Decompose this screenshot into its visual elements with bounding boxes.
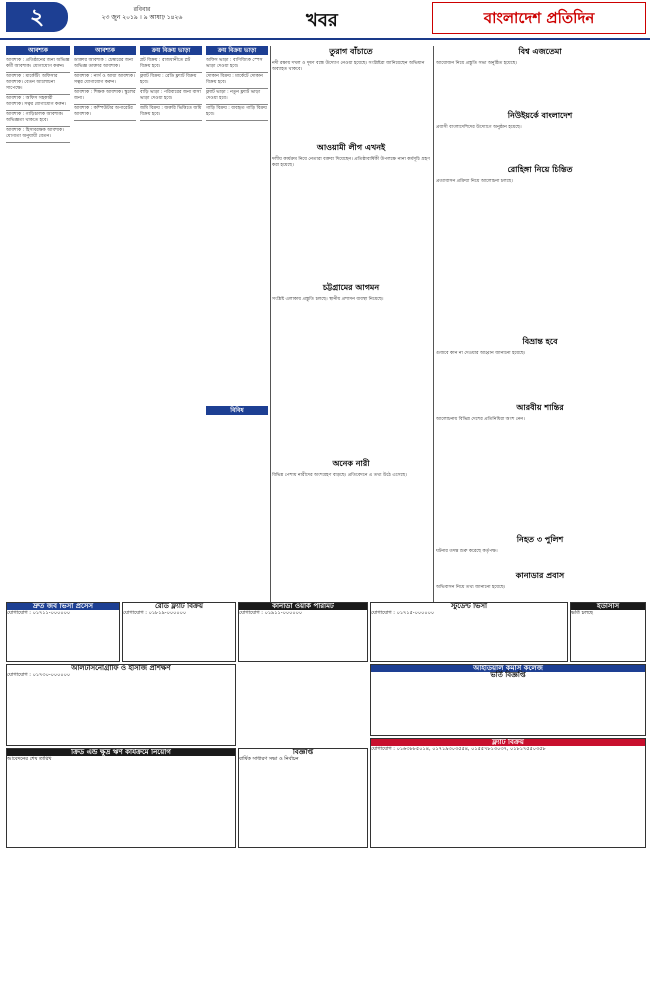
news-arab-peace xyxy=(436,402,644,532)
list-item: জমি বিক্রয় : জরুরি ভিত্তিতে জমি বিক্রয় হবে। xyxy=(140,105,202,121)
classified-column-3 xyxy=(140,46,202,594)
page-header xyxy=(0,0,650,40)
article-text: প্রত্যাবাসন প্রক্রিয়া নিয়ে আলোচনা চলছে। xyxy=(436,179,513,184)
list-item: অফিস ভাড়া : বাণিজ্যিক স্পেস ভাড়া দেওয়া হবে। xyxy=(206,57,268,73)
list-item: গাড়ি বিক্রয় : ব্যবহৃত গাড়ি বিক্রয় হবে। xyxy=(206,105,268,121)
list-item: আবশ্যক : মার্কেটিং অফিসার আবশ্যক। বেতন আলোচনা সাপেক্ষে। xyxy=(6,73,70,95)
ad-title: আইডিয়াল কমার্স কলেজ xyxy=(371,665,645,672)
ad-text: যোগাযোগ : ০১৭১১-০০০০০০ xyxy=(7,609,71,616)
classified-column-2 xyxy=(74,46,136,594)
ad-title: কানাডা ওয়ার্ক পারমিট xyxy=(239,603,367,610)
masthead-logo: বাংলাদেশ প্রতিদিন xyxy=(432,2,646,34)
headline: কানাডার প্রবাস xyxy=(515,570,565,580)
ad-flat-sale xyxy=(370,738,646,848)
news-awami-league xyxy=(272,142,430,278)
ad-text: আবেদনের শেষ তারিখ xyxy=(7,755,52,762)
ad-canada-work xyxy=(238,602,368,662)
headline: নিহত ৩ পুলিশ xyxy=(516,534,564,544)
ad-title: ফ্ল্যাট বিক্রয় xyxy=(371,739,645,746)
ad-commerce-college xyxy=(370,664,646,736)
ad-title: আলটাসনোগ্রাফি ও ইসিজি প্রশিক্ষণ xyxy=(71,664,171,672)
day: রবিবার xyxy=(133,6,151,13)
article-text: ঘটনার তদন্ত শুরু করেছে কর্তৃপক্ষ। xyxy=(436,549,498,554)
ad-job-visa xyxy=(6,602,120,662)
ad-student-visa xyxy=(370,602,568,662)
article-text: অভিবাসন নিয়ে তথ্য জানানো হয়েছে। xyxy=(436,585,506,590)
ad-text: ভর্তি চলছে xyxy=(571,609,593,616)
list-item: আবশ্যক : নার্স ও আয়া আবশ্যক। সত্বর যোগাযোগ করুন। xyxy=(74,73,136,89)
ad-text: ভর্তি বিজ্ঞপ্তি xyxy=(490,670,526,679)
ad-ultrasound xyxy=(6,664,236,746)
headline: আওয়ামী লীগ এখনই xyxy=(316,142,386,152)
list-item: আবশ্যক : হিসাবরক্ষক আবশ্যক। যোগ্যতা অনুযায়ী বেতন। xyxy=(6,127,70,143)
headline: বিভ্রান্ত হবে xyxy=(522,336,558,346)
column-title: আবশ্যক xyxy=(6,46,70,55)
article-text: প্রবাসী বাংলাদেশিদের উদ্যোগে অনুষ্ঠান হয়েছে। xyxy=(436,125,522,130)
ad-title: ক্রিড এন্ড ক্ষুদ্র ঋণ কার্যক্রমে নিয়োগ xyxy=(7,749,235,756)
article-text: বিভিন্ন পেশায় নারীদের অংশগ্রহণ বাড়ছে। প্রতিবেদনে এ তথ্য উঠে এসেছে। xyxy=(272,473,407,478)
ad-notice-agm xyxy=(238,748,368,848)
list-item: আবশ্যক : গাড়িচালক আবশ্যক। অভিজ্ঞতা থাকতে হবে। xyxy=(6,111,70,127)
ad-text: যোগাযোগ : ০১৭৩০-০০০০০০ xyxy=(7,671,71,678)
list-item: আবশ্যক : কম্পিউটার অপারেটর আবশ্যক। xyxy=(74,105,136,121)
ad-title: স্টুডেন্ট ভিসা xyxy=(450,602,488,610)
news-women xyxy=(272,458,430,564)
news-confusion xyxy=(436,336,644,400)
news-turag xyxy=(272,46,430,138)
news-police xyxy=(436,534,644,568)
article-text: আলোচনায় বিভিন্ন দেশের প্রতিনিধিরা অংশ নেন। xyxy=(436,417,525,422)
list-item: ডাক্তার আবশ্যক : চেম্বারের জন্য অভিজ্ঞ ডাক্তার আবশ্যক। xyxy=(74,57,136,73)
article-text: সংশ্লিষ্ট এলাকায় প্রস্তুতি চলছে। স্থানীয় প্রশাসন ব্যবস্থা নিয়েছে। xyxy=(272,297,384,302)
bibidh-section xyxy=(206,406,268,596)
classified-column-4 xyxy=(206,46,268,401)
news-chattogram xyxy=(272,282,430,454)
article-text: গুজবে কান না দেওয়ার আহ্বান জানানো হয়েছে। xyxy=(436,351,526,356)
headline: আরবীয় শান্তির xyxy=(516,402,564,412)
column-title: ক্রয় বিক্রয় ভাড়া xyxy=(206,46,268,55)
ad-text: যোগাযোগ : ০১৯১১-০০০০০০ xyxy=(239,609,303,616)
section-title: খবর xyxy=(306,10,338,31)
article-text: দলীয় কার্যক্রম নিয়ে নেতারা বক্তব্য দিয়েছেন। প্রতিষ্ঠাবার্ষিকী উপলক্ষে নানা কর্মসূচি গ্রহণ করা হয়েছে। xyxy=(272,157,430,168)
header-date xyxy=(72,6,212,22)
list-item: বাড়ি ভাড়া : পরিবারের জন্য বাসা ভাড়া দেওয়া হবে। xyxy=(140,89,202,105)
ad-ucc xyxy=(570,602,646,662)
ad-ready-flat xyxy=(122,602,236,662)
ad-recruitment xyxy=(6,748,236,848)
ad-title: দ্রুত জব ভিসা প্রসেস xyxy=(7,603,119,610)
list-item: আবশ্যক : প্রতিষ্ঠানের জন্য অভিজ্ঞ কর্মী আবশ্যক। যোগাযোগ করুন। xyxy=(6,57,70,73)
list-item: প্লট বিক্রয় : রাজধানীতে প্লট বিক্রয় হবে। xyxy=(140,57,202,73)
ad-title: ইউসিসি xyxy=(571,603,645,610)
news-newyork xyxy=(436,110,644,162)
news-rohingya xyxy=(436,164,644,334)
column-divider xyxy=(270,46,271,606)
news-world-ijtema xyxy=(436,46,644,108)
headline: নিউইয়র্কে বাংলাদেশ xyxy=(507,110,573,120)
column-title: ক্রয় বিক্রয় ভাড়া xyxy=(140,46,202,55)
classified-column-1 xyxy=(6,46,70,594)
ad-text: যোগাযোগ : ০১৮১৯-০০০০০০ xyxy=(123,609,187,616)
list-item: ফ্ল্যাট বিক্রয় : রেডি ফ্ল্যাট বিক্রয় হবে। xyxy=(140,73,202,89)
list-item: আবশ্যক : অফিস সহকারী আবশ্যক। সত্বর যোগাযোগ করুন। xyxy=(6,95,70,111)
headline: বিশ্ব এজতেমা xyxy=(518,46,562,56)
ad-text: যোগাযোগ : ০১৭১৫-০০০০০০ xyxy=(371,609,435,616)
headline: তুরাগ বাঁচাতে xyxy=(329,46,373,56)
column-title: আবশ্যক xyxy=(74,46,136,55)
article-text: নদী রক্ষায় দখল ও দূষণ বন্ধে উদ্যোগ নেওয়া হয়েছে। সংশ্লিষ্টরা জানিয়েছেন অভিযান অব্যাহত থাকবে। xyxy=(272,61,425,72)
list-item: দোকান বিক্রয় : মার্কেটে দোকান বিক্রয় হবে। xyxy=(206,73,268,89)
ad-text: বার্ষিক সাধারণ সভা ও নির্বাচন xyxy=(239,755,299,762)
ad-text: যোগাযোগ : ০১৬৩৮৮৫০১৪, ০১৭১৯৩০৩৫৫৪, ০১৫৫৭৮১৩০৩৭, ০১৮১৭৫৫০৩৫৮ xyxy=(371,745,546,752)
page-number: ২ xyxy=(6,2,68,32)
headline: চট্টগ্রামের আগমন xyxy=(322,282,380,292)
news-canada xyxy=(436,570,644,600)
ad-title: রেডি ফ্ল্যাট বিক্রয় xyxy=(155,602,203,610)
date: ২৩ জুন ২০১৯ । ৯ আষাঢ় ১৪২৬ xyxy=(101,14,183,21)
list-item: ফ্ল্যাট ভাড়া : নতুন ফ্ল্যাট ভাড়া দেওয়া হবে। xyxy=(206,89,268,105)
column-divider xyxy=(433,46,434,606)
headline: অনেক নারী xyxy=(332,458,370,468)
ad-title: বিজ্ঞপ্তি xyxy=(292,748,314,756)
headline: রোহিঙ্গা নিয়ে চিন্তিত xyxy=(507,164,573,174)
article-text: আয়োজন নিয়ে প্রস্তুতি সভা অনুষ্ঠিত হয়েছে। xyxy=(436,61,517,66)
bibidh-title: বিবিধ xyxy=(206,406,268,415)
list-item: আবশ্যক : শিক্ষক আবশ্যক। স্কুলের জন্য। xyxy=(74,89,136,105)
